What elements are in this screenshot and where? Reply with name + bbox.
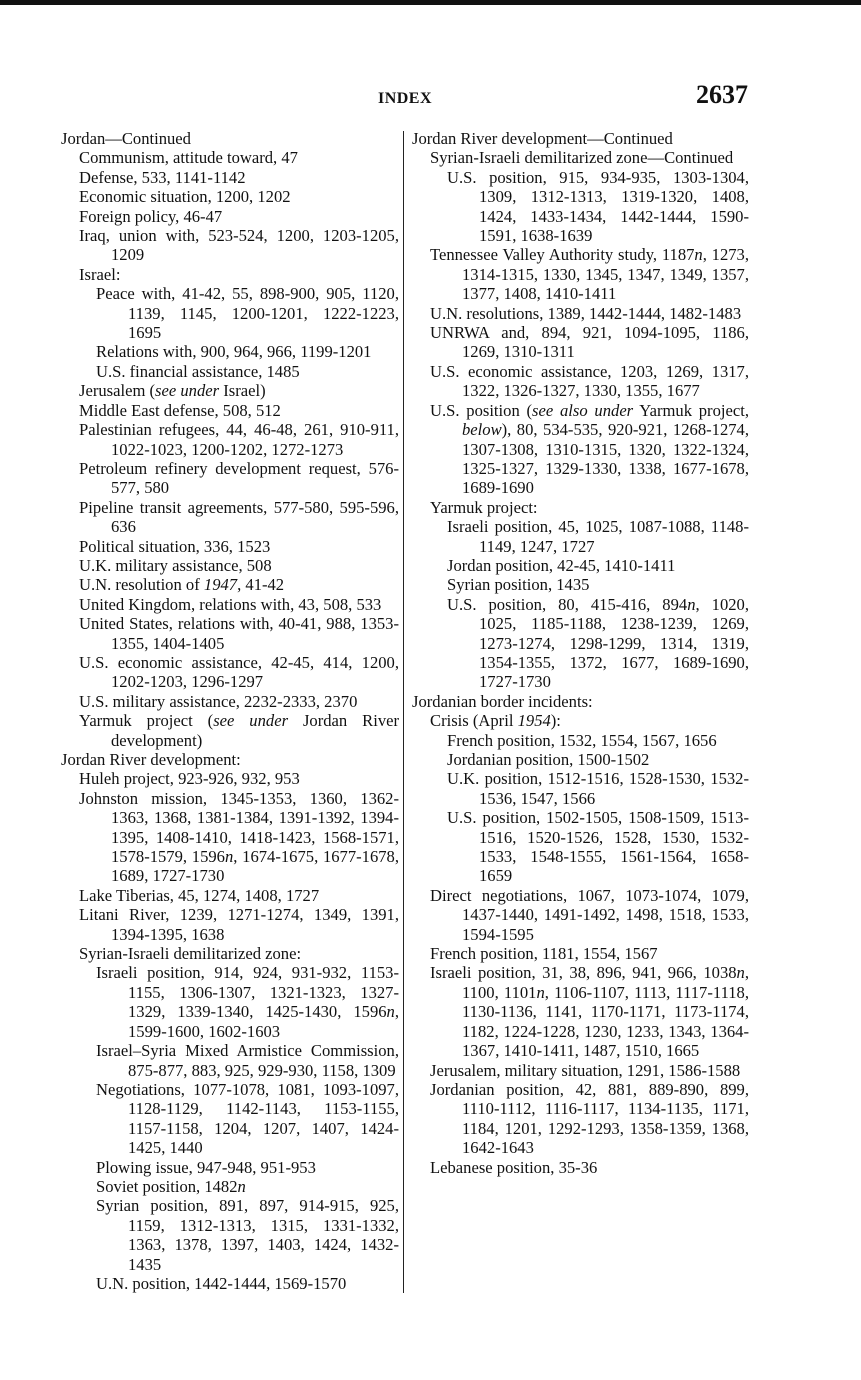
index-entry: U.K. military assistance, 508 <box>79 555 272 575</box>
index-entry: Syrian position, 891, 897, 914-915, 925, 1159, 1312-1313, 1315, 1331-1332, 1363, 1378, 1397, 1403, 1424, 1432-1435 <box>96 1196 399 1274</box>
index-entry: Pipeline transit agreements, 577-580, 595-596, 636 <box>79 497 399 537</box>
index-entry: Peace with, 41-42, 55, 898-900, 905, 1120, 1139, 1145, 1200-1201, 1222-1223, 1695 <box>96 284 399 343</box>
index-entry: Jordan position, 42-45, 1410-1411 <box>447 555 676 575</box>
index-entry: Negotiations, 1077-1078, 1081, 1093-1097, 1128-1129, 1142-1143, 1153-1155, 1157-1158, 1204, 1207, 1407, 1424-1425, 1440 <box>96 1079 399 1158</box>
index-entry: U.S. financial assistance, 1485 <box>96 361 300 381</box>
index-entry: French position, 1181, 1554, 1567 <box>430 944 658 964</box>
index-entry: French position, 1532, 1554, 1567, 1656 <box>447 730 717 750</box>
column-divider <box>403 131 404 1293</box>
index-entry: UNRWA and, 894, 921, 1094-1095, 1186, 1269, 1310-1311 <box>430 323 749 362</box>
index-entry: Syrian-Israeli demilitarized zone—Continued <box>430 148 734 168</box>
index-entry: Syrian-Israeli demilitarized zone: <box>79 944 302 964</box>
index-entry: U.S. position, 80, 415-416, 894n, 1020, 1025, 1185-1188, 1238-1239, 1269, 1273-1274, 1298-1299, 1314, 1319, 1354-1355, 1372, 1677, 1689-1690, 1727-1730 <box>447 594 749 692</box>
index-entry: Lebanese position, 35-36 <box>430 1157 598 1177</box>
index-entry: Direct negotiations, 1067, 1073-1074, 1079, 1437-1440, 1491-1492, 1498, 1518, 1533, 1594-1595 <box>430 885 749 944</box>
index-entry: United Kingdom, relations with, 43, 508, 533 <box>79 594 382 614</box>
index-entry: Jordanian position, 1500-1502 <box>447 750 650 769</box>
index-entry: U.S. economic assistance, 42-45, 414, 1200, 1202-1203, 1296-1297 <box>79 652 399 692</box>
index-entry: Relations with, 900, 964, 966, 1199-1201 <box>96 342 372 362</box>
index-entry: U.N. resolutions, 1389, 1442-1444, 1482-1483 <box>430 303 742 323</box>
left-column <box>61 129 399 1293</box>
index-entry: Jordanian position, 42, 881, 889-890, 899, 1110-1112, 1116-1117, 1134-1135, 1171, 1184, 1201, 1292-1293, 1358-1359, 1368, 1642-1643 <box>430 1079 749 1158</box>
index-entry: Iraq, union with, 523-524, 1200, 1203-1205, 1209 <box>79 226 399 265</box>
index-entry: Syrian position, 1435 <box>447 575 590 595</box>
index-entry: Palestinian refugees, 44, 46-48, 261, 910-911, 1022-1023, 1200-1202, 1272-1273 <box>79 420 399 459</box>
running-head: INDEX <box>377 90 433 107</box>
index-entry: Israeli position, 31, 38, 896, 941, 966, 1038n, 1100, 1101n, 1106-1107, 1113, 1117-1118, 1130-1136, 1141, 1170-1171, 1173-1174, 1182, 1224-1228, 1230, 1233, 1343, 1364-1367, 1410-1411, 1487, 1510, 1665 <box>430 963 749 1061</box>
index-heading: Jordanian border incidents: <box>412 691 593 711</box>
index-entry: Israel: <box>79 264 121 284</box>
index-heading: Jordan River development: <box>61 750 241 769</box>
page-header <box>0 80 861 120</box>
index-entry: Israeli position, 45, 1025, 1087-1088, 1148-1149, 1247, 1727 <box>447 517 749 556</box>
index-entry: U.K. position, 1512-1516, 1528-1530, 1532-1536, 1547, 1566 <box>447 769 749 808</box>
index-entry: Johnston mission, 1345-1353, 1360, 1362-1363, 1368, 1381-1384, 1391-1392, 1394-1395, 1408-1410, 1418-1423, 1568-1571, 1578-1579, 1596n, 1674-1675, 1677-1678, 1689, 1727-1730 <box>79 788 400 886</box>
right-column <box>412 129 749 1177</box>
index-entry: Jerusalem, military situation, 1291, 1586-1588 <box>430 1060 741 1080</box>
index-entry: U.S. military assistance, 2232-2333, 2370 <box>79 691 358 711</box>
index-entry: Defense, 533, 1141-1142 <box>79 167 246 187</box>
page-number: 2637 <box>696 80 748 109</box>
index-entry: Yarmuk project: <box>430 497 538 517</box>
index-entry: U.S. economic assistance, 1203, 1269, 1317, 1322, 1326-1327, 1330, 1355, 1677 <box>430 361 749 401</box>
index-entry: U.N. position, 1442-1444, 1569-1570 <box>96 1273 347 1293</box>
index-entry: U.S. position, 915, 934-935, 1303-1304, 1309, 1312-1313, 1319-1320, 1408, 1424, 1433-1434, 1442-1444, 1590-1591, 1638-1639 <box>447 167 749 246</box>
index-entry: Economic situation, 1200, 1202 <box>79 187 291 207</box>
page-top-border <box>0 0 861 5</box>
index-entry: Foreign policy, 46-47 <box>79 206 223 226</box>
index-entry: Israeli position, 914, 924, 931-932, 1153-1155, 1306-1307, 1321-1323, 1327-1329, 1339-1340, 1425-1430, 1596n, 1599-1600, 1602-1603 <box>96 963 399 1041</box>
index-entry: United States, relations with, 40-41, 988, 1353-1355, 1404-1405 <box>79 614 399 653</box>
index-entry: Communism, attitude toward, 47 <box>79 148 298 168</box>
index-entry: Crisis (April 1954): <box>430 711 561 731</box>
index-entry: U.S. position (see also under Yarmuk project, below), 80, 534-535, 920-921, 1268-1274, 1307-1308, 1310-1315, 1320, 1322-1324, 1325-1327, 1329-1330, 1338, 1677-1678, 1689-1690 <box>430 400 749 498</box>
index-entry: Yarmuk project (see under Jordan River development) <box>79 711 400 750</box>
index-entry: Political situation, 336, 1523 <box>79 536 271 556</box>
index-entry: Soviet position, 1482n <box>96 1176 246 1196</box>
index-entry: Middle East defense, 508, 512 <box>79 400 281 420</box>
index-entry: Huleh project, 923-926, 932, 953 <box>79 769 300 789</box>
index-entry: Litani River, 1239, 1271-1274, 1349, 1391, 1394-1395, 1638 <box>79 905 399 944</box>
index-heading: Jordan—Continued <box>61 129 191 148</box>
index-entry: Jerusalem (see under Israel) <box>79 381 266 401</box>
index-entry: U.S. position, 1502-1505, 1508-1509, 1513-1516, 1520-1526, 1528, 1530, 1532-1533, 1548-1555, 1561-1564, 1658-1659 <box>447 808 749 886</box>
index-entry: Plowing issue, 947-948, 951-953 <box>96 1157 316 1177</box>
index-entry: Petroleum refinery development request, 576-577, 580 <box>79 458 399 498</box>
index-entry: Israel–Syria Mixed Armistice Commission, 875-877, 883, 925, 929-930, 1158, 1309 <box>96 1041 399 1080</box>
index-entry: Lake Tiberias, 45, 1274, 1408, 1727 <box>79 885 320 905</box>
index-entry: U.N. resolution of 1947, 41-42 <box>79 575 285 595</box>
index-heading: Jordan River development—Continued <box>412 129 673 148</box>
index-entry: Tennessee Valley Authority study, 1187n, 1273, 1314-1315, 1330, 1345, 1347, 1349, 1357, 1377, 1408, 1410-1411 <box>430 245 749 304</box>
